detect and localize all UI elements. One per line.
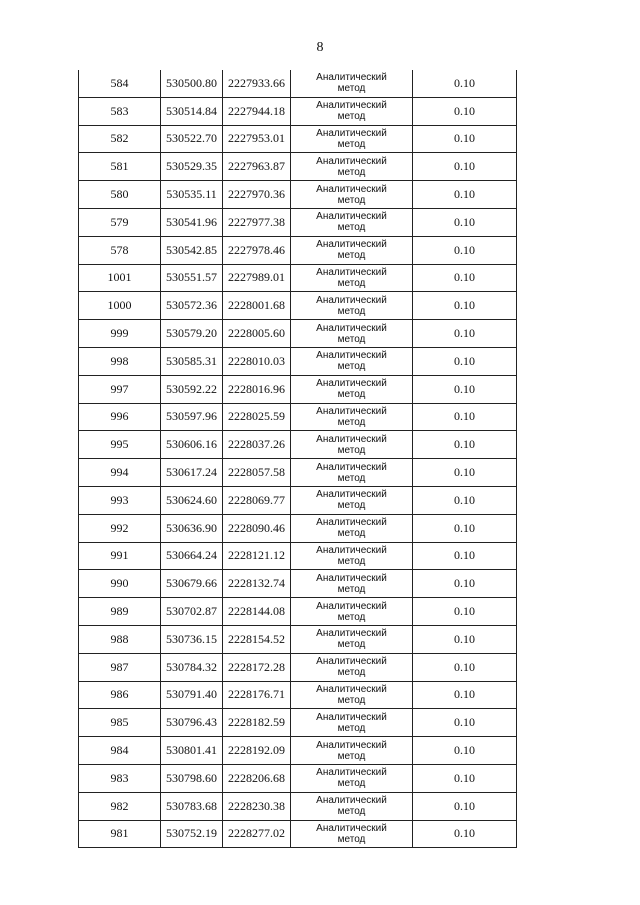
table-row: [79, 181, 517, 209]
method-line-1: Аналитический: [316, 461, 387, 473]
method-line-2: метод: [337, 833, 366, 845]
y-coordinate-cell: 2228090.46: [223, 514, 291, 542]
y-coordinate-cell: 2228277.02: [223, 820, 291, 848]
point-number-cell: 581: [79, 153, 161, 181]
method-line-2: метод: [337, 222, 366, 234]
x-coordinate-cell: 530572.36: [161, 292, 223, 320]
method-line-2: метод: [337, 722, 366, 734]
accuracy-cell: 0.10: [413, 542, 517, 570]
y-coordinate-cell: 2227970.36: [223, 181, 291, 209]
accuracy-cell: 0.10: [413, 737, 517, 765]
accuracy-cell: 0.10: [413, 403, 517, 431]
x-coordinate-cell: 530783.68: [161, 792, 223, 820]
x-coordinate-cell: 530798.60: [161, 764, 223, 792]
y-coordinate-cell: 2228025.59: [223, 403, 291, 431]
y-coordinate-cell: 2228121.12: [223, 542, 291, 570]
method-line-1: Аналитический: [316, 544, 387, 556]
method-line-1: Аналитический: [316, 239, 387, 251]
x-coordinate-cell: 530796.43: [161, 709, 223, 737]
method-cell: [291, 625, 413, 653]
method-line-2: метод: [337, 416, 366, 428]
method-cell: [291, 542, 413, 570]
y-coordinate-cell: 2228132.74: [223, 570, 291, 598]
accuracy-cell: 0.10: [413, 347, 517, 375]
x-coordinate-cell: 530541.96: [161, 208, 223, 236]
point-number-cell: 987: [79, 653, 161, 681]
x-coordinate-cell: 530597.96: [161, 403, 223, 431]
x-coordinate-cell: 530606.16: [161, 431, 223, 459]
method-cell: [291, 375, 413, 403]
point-number-cell: 994: [79, 459, 161, 487]
method-cell: [291, 598, 413, 626]
method-line-1: Аналитический: [316, 656, 387, 668]
method-cell: [291, 70, 413, 97]
table-row: [79, 764, 517, 792]
accuracy-cell: 0.10: [413, 570, 517, 598]
y-coordinate-cell: 2228144.08: [223, 598, 291, 626]
method-cell: [291, 820, 413, 848]
accuracy-cell: 0.10: [413, 681, 517, 709]
method-cell: [291, 570, 413, 598]
y-coordinate-cell: 2228206.68: [223, 764, 291, 792]
accuracy-cell: 0.10: [413, 598, 517, 626]
accuracy-cell: 0.10: [413, 153, 517, 181]
y-coordinate-cell: 2228176.71: [223, 681, 291, 709]
method-line-2: метод: [337, 611, 366, 623]
method-cell: [291, 486, 413, 514]
x-coordinate-cell: 530585.31: [161, 347, 223, 375]
method-cell: [291, 181, 413, 209]
y-coordinate-cell: 2228010.03: [223, 347, 291, 375]
x-coordinate-cell: 530791.40: [161, 681, 223, 709]
table-row: [79, 125, 517, 153]
y-coordinate-cell: 2228057.58: [223, 459, 291, 487]
accuracy-cell: 0.10: [413, 792, 517, 820]
method-line-1: Аналитический: [316, 322, 387, 334]
method-line-2: метод: [337, 277, 366, 289]
table-row: [79, 737, 517, 765]
table-row: [79, 459, 517, 487]
x-coordinate-cell: 530592.22: [161, 375, 223, 403]
table-row: [79, 792, 517, 820]
method-line-2: метод: [337, 83, 366, 95]
method-line-2: метод: [337, 528, 366, 540]
table-row: [79, 375, 517, 403]
method-line-2: метод: [337, 138, 366, 150]
point-number-cell: 985: [79, 709, 161, 737]
accuracy-cell: 0.10: [413, 236, 517, 264]
accuracy-cell: 0.10: [413, 292, 517, 320]
method-line-2: метод: [337, 389, 366, 401]
table-row: [79, 681, 517, 709]
x-coordinate-cell: 530514.84: [161, 97, 223, 125]
x-coordinate-cell: 530752.19: [161, 820, 223, 848]
page-number: 8: [316, 40, 324, 55]
point-number-cell: 996: [79, 403, 161, 431]
method-cell: [291, 737, 413, 765]
accuracy-cell: 0.10: [413, 486, 517, 514]
y-coordinate-cell: 2228016.96: [223, 375, 291, 403]
table-row: [79, 653, 517, 681]
table-row: [79, 625, 517, 653]
method-cell: [291, 320, 413, 348]
x-coordinate-cell: 530500.80: [161, 70, 223, 97]
y-coordinate-cell: 2228005.60: [223, 320, 291, 348]
table-row: [79, 347, 517, 375]
point-number-cell: 984: [79, 737, 161, 765]
method-line-1: Аналитический: [316, 711, 387, 723]
y-coordinate-cell: 2228001.68: [223, 292, 291, 320]
point-number-cell: 579: [79, 208, 161, 236]
accuracy-cell: 0.10: [413, 320, 517, 348]
method-line-2: метод: [337, 694, 366, 706]
table-row: [79, 208, 517, 236]
method-line-1: Аналитический: [316, 489, 387, 501]
y-coordinate-cell: 2227953.01: [223, 125, 291, 153]
x-coordinate-cell: 530624.60: [161, 486, 223, 514]
point-number-cell: 1000: [79, 292, 161, 320]
y-coordinate-cell: 2228037.26: [223, 431, 291, 459]
table-row: [79, 514, 517, 542]
method-line-1: Аналитический: [316, 683, 387, 695]
x-coordinate-cell: 530702.87: [161, 598, 223, 626]
method-cell: [291, 208, 413, 236]
point-number-cell: 989: [79, 598, 161, 626]
point-number-cell: 988: [79, 625, 161, 653]
method-line-1: Аналитический: [316, 572, 387, 584]
method-line-2: метод: [337, 166, 366, 178]
point-number-cell: 580: [79, 181, 161, 209]
method-line-2: метод: [337, 500, 366, 512]
method-line-1: Аналитический: [316, 628, 387, 640]
coordinates-table: [78, 70, 517, 848]
method-cell: [291, 764, 413, 792]
method-line-2: метод: [337, 444, 366, 456]
y-coordinate-cell: 2227933.66: [223, 70, 291, 97]
method-cell: [291, 236, 413, 264]
x-coordinate-cell: 530579.20: [161, 320, 223, 348]
point-number-cell: 578: [79, 236, 161, 264]
table-row: [79, 431, 517, 459]
y-coordinate-cell: 2227977.38: [223, 208, 291, 236]
x-coordinate-cell: 530736.15: [161, 625, 223, 653]
method-line-1: Аналитический: [316, 211, 387, 223]
table-row: [79, 264, 517, 292]
table-row: [79, 403, 517, 431]
method-line-2: метод: [337, 361, 366, 373]
point-number-cell: 997: [79, 375, 161, 403]
y-coordinate-cell: 2228192.09: [223, 737, 291, 765]
method-line-2: метод: [337, 305, 366, 317]
table-row: [79, 598, 517, 626]
method-line-2: метод: [337, 333, 366, 345]
table-row: [79, 320, 517, 348]
x-coordinate-cell: 530551.57: [161, 264, 223, 292]
x-coordinate-cell: 530679.66: [161, 570, 223, 598]
point-number-cell: 981: [79, 820, 161, 848]
x-coordinate-cell: 530542.85: [161, 236, 223, 264]
method-line-1: Аналитический: [316, 127, 387, 139]
accuracy-cell: 0.10: [413, 459, 517, 487]
accuracy-cell: 0.10: [413, 264, 517, 292]
y-coordinate-cell: 2228172.28: [223, 653, 291, 681]
method-cell: [291, 431, 413, 459]
table-row: [79, 292, 517, 320]
method-line-1: Аналитический: [316, 405, 387, 417]
point-number-cell: 999: [79, 320, 161, 348]
method-cell: [291, 97, 413, 125]
method-line-2: метод: [337, 778, 366, 790]
method-cell: [291, 653, 413, 681]
point-number-cell: 982: [79, 792, 161, 820]
x-coordinate-cell: 530801.41: [161, 737, 223, 765]
method-line-1: Аналитический: [316, 767, 387, 779]
x-coordinate-cell: 530664.24: [161, 542, 223, 570]
method-cell: [291, 681, 413, 709]
method-line-1: Аналитический: [316, 822, 387, 834]
point-number-cell: 993: [79, 486, 161, 514]
point-number-cell: 582: [79, 125, 161, 153]
method-line-1: Аналитический: [316, 294, 387, 306]
method-line-2: метод: [337, 250, 366, 262]
method-line-1: Аналитический: [316, 739, 387, 751]
x-coordinate-cell: 530535.11: [161, 181, 223, 209]
method-line-2: метод: [337, 583, 366, 595]
accuracy-cell: 0.10: [413, 181, 517, 209]
accuracy-cell: 0.10: [413, 70, 517, 97]
x-coordinate-cell: 530784.32: [161, 653, 223, 681]
method-line-2: метод: [337, 555, 366, 567]
method-line-2: метод: [337, 111, 366, 123]
method-line-1: Аналитический: [316, 266, 387, 278]
accuracy-cell: 0.10: [413, 709, 517, 737]
point-number-cell: 983: [79, 764, 161, 792]
method-cell: [291, 264, 413, 292]
method-line-1: Аналитический: [316, 378, 387, 390]
point-number-cell: 992: [79, 514, 161, 542]
table-row: [79, 153, 517, 181]
method-cell: [291, 459, 413, 487]
method-line-1: Аналитический: [316, 433, 387, 445]
accuracy-cell: 0.10: [413, 431, 517, 459]
method-line-1: Аналитический: [316, 155, 387, 167]
y-coordinate-cell: 2228182.59: [223, 709, 291, 737]
y-coordinate-cell: 2228230.38: [223, 792, 291, 820]
method-line-2: метод: [337, 806, 366, 818]
method-line-1: Аналитический: [316, 795, 387, 807]
method-line-2: метод: [337, 639, 366, 651]
point-number-cell: 584: [79, 70, 161, 97]
method-cell: [291, 347, 413, 375]
table-row: [79, 486, 517, 514]
y-coordinate-cell: 2228154.52: [223, 625, 291, 653]
x-coordinate-cell: 530522.70: [161, 125, 223, 153]
table-row: [79, 97, 517, 125]
x-coordinate-cell: 530529.35: [161, 153, 223, 181]
method-line-2: метод: [337, 750, 366, 762]
accuracy-cell: 0.10: [413, 514, 517, 542]
accuracy-cell: 0.10: [413, 653, 517, 681]
y-coordinate-cell: 2228069.77: [223, 486, 291, 514]
x-coordinate-cell: 530636.90: [161, 514, 223, 542]
point-number-cell: 1001: [79, 264, 161, 292]
table-row: [79, 709, 517, 737]
y-coordinate-cell: 2227989.01: [223, 264, 291, 292]
table-row: [79, 70, 517, 97]
table-row: [79, 236, 517, 264]
y-coordinate-cell: 2227963.87: [223, 153, 291, 181]
method-line-1: Аналитический: [316, 72, 387, 84]
y-coordinate-cell: 2227978.46: [223, 236, 291, 264]
point-number-cell: 995: [79, 431, 161, 459]
point-number-cell: 583: [79, 97, 161, 125]
point-number-cell: 986: [79, 681, 161, 709]
table-row: [79, 542, 517, 570]
method-line-1: Аналитический: [316, 183, 387, 195]
point-number-cell: 998: [79, 347, 161, 375]
point-number-cell: 990: [79, 570, 161, 598]
accuracy-cell: 0.10: [413, 375, 517, 403]
method-line-2: метод: [337, 472, 366, 484]
accuracy-cell: 0.10: [413, 97, 517, 125]
method-line-1: Аналитический: [316, 517, 387, 529]
accuracy-cell: 0.10: [413, 764, 517, 792]
method-cell: [291, 792, 413, 820]
point-number-cell: 991: [79, 542, 161, 570]
method-line-2: метод: [337, 667, 366, 679]
accuracy-cell: 0.10: [413, 820, 517, 848]
accuracy-cell: 0.10: [413, 125, 517, 153]
method-cell: [291, 709, 413, 737]
method-cell: [291, 292, 413, 320]
method-cell: [291, 153, 413, 181]
method-cell: [291, 125, 413, 153]
accuracy-cell: 0.10: [413, 208, 517, 236]
x-coordinate-cell: 530617.24: [161, 459, 223, 487]
method-line-1: Аналитический: [316, 350, 387, 362]
accuracy-cell: 0.10: [413, 625, 517, 653]
y-coordinate-cell: 2227944.18: [223, 97, 291, 125]
table-row: [79, 820, 517, 848]
method-line-1: Аналитический: [316, 600, 387, 612]
method-cell: [291, 403, 413, 431]
method-cell: [291, 514, 413, 542]
method-line-2: метод: [337, 194, 366, 206]
table-row: [79, 570, 517, 598]
coordinates-table-body: [79, 70, 517, 848]
method-line-1: Аналитический: [316, 100, 387, 112]
